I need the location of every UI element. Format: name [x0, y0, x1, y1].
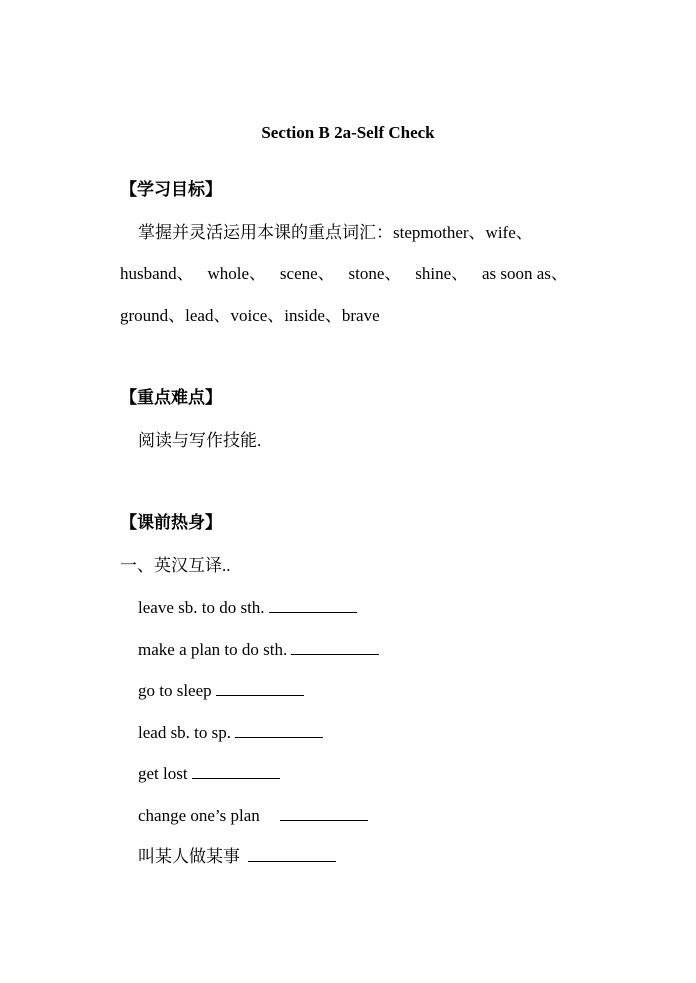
vocab-word: shine、 — [415, 264, 469, 283]
page-title: Section B 2a-Self Check — [261, 123, 435, 142]
translation-prompt: get lost — [138, 764, 188, 783]
vocab-word: wife、 — [485, 223, 533, 242]
vocab-word: as soon as、 — [481, 264, 568, 283]
key-points-heading: 【重点难点】 — [120, 388, 222, 407]
goals-line-3: ground、lead、voice、inside、brave — [120, 306, 380, 325]
key-points-text: 阅读与写作技能. — [138, 431, 262, 450]
answer-blank[interactable] — [216, 679, 304, 696]
answer-blank[interactable] — [248, 845, 336, 862]
vocab-word: husband、 — [120, 264, 194, 283]
goals-line-1 — [138, 222, 533, 244]
translation-prompt: 叫某人做某事 — [138, 847, 240, 866]
translation-item — [138, 845, 336, 868]
translation-item — [138, 762, 280, 785]
goals-intro: 掌握并灵活运用本课的重点词汇： — [138, 223, 393, 242]
vocab-word: whole、 — [207, 264, 267, 283]
warmup-subheading: 一、英汉互译.. — [120, 556, 231, 575]
translation-item — [138, 804, 368, 827]
warmup-heading: 【课前热身】 — [120, 513, 222, 532]
answer-blank[interactable] — [280, 804, 368, 821]
answer-blank[interactable] — [235, 721, 323, 738]
translation-item — [138, 679, 304, 702]
translation-prompt: change one’s plan — [138, 806, 260, 825]
vocab-word: scene、 — [279, 264, 335, 283]
vocab-word: stepmother、 — [393, 223, 486, 242]
translation-prompt: make a plan to do sth. — [138, 640, 288, 659]
vocab-word: stone、 — [348, 264, 402, 283]
translation-prompt: go to sleep — [138, 681, 212, 700]
answer-blank[interactable] — [192, 762, 280, 779]
translation-item — [138, 596, 357, 619]
translation-prompt: lead sb. to sp. — [138, 723, 232, 742]
translation-item — [138, 721, 323, 744]
translation-item — [138, 638, 379, 661]
goals-line-2 — [120, 263, 568, 285]
goals-heading: 【学习目标】 — [120, 180, 222, 199]
answer-blank[interactable] — [269, 596, 357, 613]
answer-blank[interactable] — [291, 638, 379, 655]
translation-prompt: leave sb. to do sth. — [138, 598, 265, 617]
